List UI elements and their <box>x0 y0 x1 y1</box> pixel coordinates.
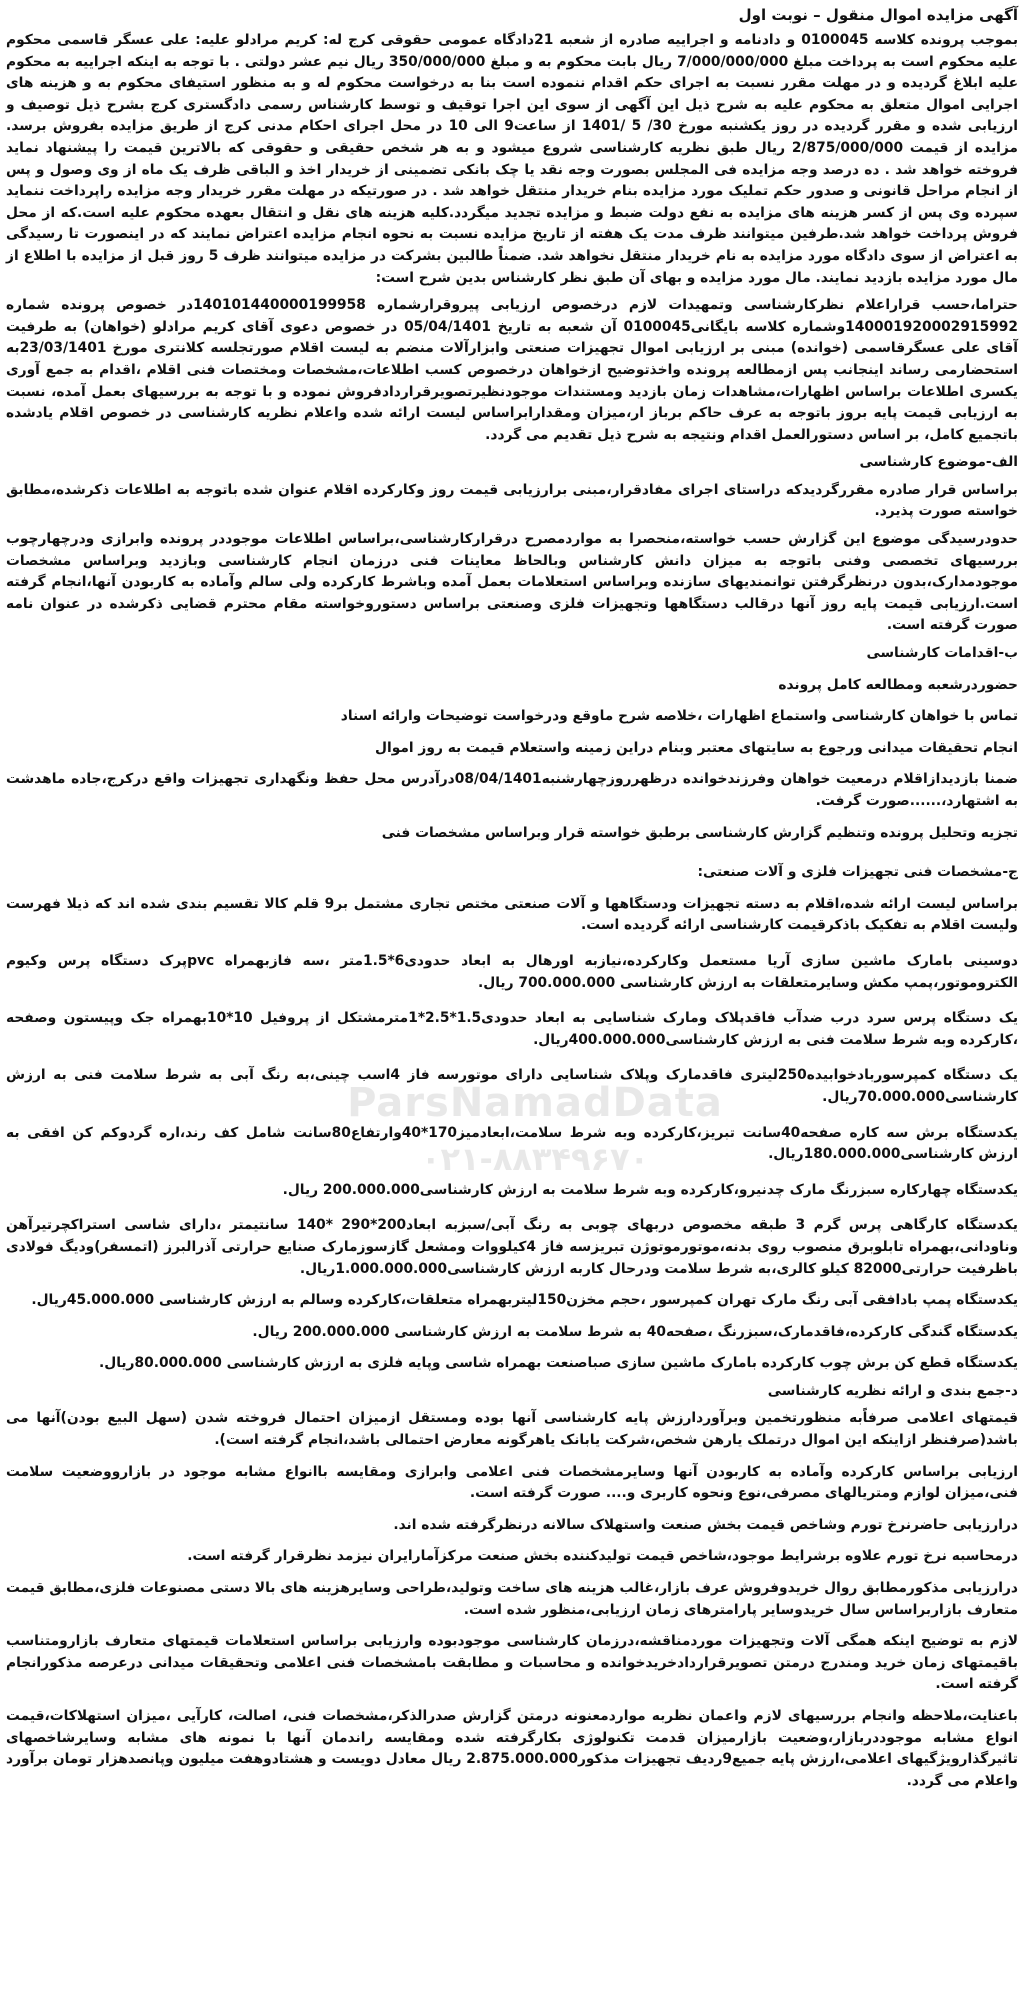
auction-notice <box>6 4 1018 1792</box>
notice-title: آگهی مزایده اموال منقول – نوبت اول <box>738 6 1018 24</box>
equipment-item: یکدستگاه قطع کن برش چوب کارکرده بامارک ماشین سازی صباصنعت بهمراه شاسی وپایه فلزی به ارزش کارشناسی 80.000.000ریال. <box>98 1355 1018 1372</box>
final-valuation-paragraph: باعنایت،ملاحظه وانجام بررسیهای لازم واعمان نظربه مواردمعنونه درمتن گزارش صدرالذکر،مشخصات فنی، اصالت، کارآیی ،میزان استهلاکات،قیمت انواع مشابه موجوددربازار،وضعیت بازارمیزان قدمت تکنولوژی بکارگرفته شده ومقایسه راندمان آنها با نمونه های مشابه وسایرشاخصهای تاثیرگذارویژگیهای اعلامی،ارزش پایه جمیع9ردیف تجهیزات مذکور2.875.000.000 ریال معادل دویست و هشتادوهفت میلیون وپانصدهزار تومان برآورد واعلام می گردد. <box>6 1708 1018 1789</box>
section-c-title: ج-مشخصات فنی تجهیزات فلزی و آلات صنعتی: <box>697 864 1018 881</box>
equipment-item: یکدستگاه گندگی کارکرده،فاقدمارک،سبزرنگ ،صفحه40 به شرط سلامت به ارزش کارشناسی 200.000.000 ریال. <box>252 1323 1018 1340</box>
equipment-item: یک دستگاه کمپرسوربادخوابیده250لیتری فاقدمارک وپلاک شناسایی دارای موتورسه فاز 4اسب چینی،به رنگ آبی به شرط سلامت فنی به ارزش کارشناسی70.000.000ریال. <box>6 1067 1018 1105</box>
equipment-item: یکدستگاه چهارکاره سبزرنگ مارک چدنیرو،کارکرده وبه شرط سلامت به ارزش کارشناسی200.000.000 ریال. <box>282 1181 1018 1198</box>
report-intro-paragraph: حتراما،حسب قراراعلام نظرکارشناسی وتمهیدات لازم درخصوص ارزیابی پیروقرارشماره 140101440000199958در خصوص پرونده شماره 140001920002915992وشماره کلاسه بایگانی0100045 آن شعبه به تاریخ 05/04/1401 در خصوص دعوی آقای کریم مرادلو (خواهان) به طرفیت آقای علی عسگرقاسمی (خوانده) مبنی بر ارزیابی اموال تجهیزات صنعتی وابزارآلات منضم به لیست اقلام صورتجلسه کلانتری مورخ 23/03/1401به استحضارمی رساند اینجانب پس ازمطالعه پرونده واخذتوضیح ازخواهان درخصوص کسب اطلاعات،مشخصات ومختصات فنی اقلام ،اقدام به جمع آوری یکسری اطلاعات براساس اظهارات،مشاهدات زمان بازدید ومستندات موجودنظیرتصویرقراردادفروش نموده و با توجه به بررسیهای بعمل آمده، نسبت به ارزیابی قیمت پایه بروز باتوجه به عرف حاکم برباز ار،میزان ومقدارابراساس لیست ارائه شده واعلام نظریه کارشناسی در خصوص اقلام یادشده باتجمیع کامل، بر اساس دستورالعمل اقدام ونتیجه به شرح ذیل تقدیم می گردد. <box>6 297 1018 443</box>
conclusion-paragraph: قیمتهای اعلامی صرفاًبه منظورتخمین وبرآوردارزش پایه کارشناسی آنها بوده ومستقل ازمیزان احتمال فروخته شدن (سهل البیع بودن)آنها می باشد(صرفنظر ازاینکه این اموال درتملک یارهن شخص،شرکت یابانک یاهرگونه معارض احتمالی باشد،انجام گرفته است). <box>6 1410 1018 1449</box>
section-c-intro: براساس لیست ارائه شده،اقلام به دسته تجهیزات ودستگاهها و آلات صنعتی مختص تجاری مشتمل بر9 قلم کالا تقسیم بندی شده اند که ذیلا فهرست ولیست اقلام به تفکیک باذکرقیمت کارشناسی ارائه گردیده است. <box>6 895 1019 934</box>
action-item: تجزیه وتحلیل پرونده وتنظیم گزارش کارشناسی برطبق خواسته قرار وبراساس مشخصات فنی <box>381 824 1018 841</box>
watermark-logo: ParsNamadData <box>347 1080 723 1126</box>
intro-paragraph: بموجب پرونده کلاسه 0100045 و دادنامه و اجراییه صادره از شعبه 21دادگاه عمومی حقوقی کرج له: کریم مرادلو علیه: علی عسگر قاسمی محکوم علیه محکوم است به پرداخت مبلغ 7/000/000/000 ریال بابت محکوم به و مبلغ 350/000/000 ریال نیم عشر دولتی . با توجه به اینکه اجراییه به محکوم علیه ابلاغ گردیده و در مهلت مقرر نسبت به اجرای حکم اقدام ننموده است بنا به درخواست محکوم له و به منظور استیفای محکوم به و هزینه های اجرایی اموال متعلق به محکوم علیه به شرح ذیل این آگهی از سوی این اجرا توقیف و توسط کارشناس رسمی دادگستری کرج بشرح ذیل توصیف و ارزیابی شده و مقرر گردیده در روز یکشنبه مورخ 30/ 5 /1401 از ساعت9 الی 10 در محل اجرای احکام مدنی کرج از طریق مزایده بفروش برسد. مزایده از قیمت 2/875/000/000 ریال طبق نظریه کارشناسی شروع میشود و به هر شخص حقیقی و حقوقی که بالاترین قیمت را پیشنهاد نماید فروخته خواهد شد . ده درصد وجه مزایده فی المجلس بصورت وجه نقد یا چک بانکی تضمینی از خریدار اخذ و الباقی ظرف یک ماه از وی وصول و پس از انجام مراحل قانونی و صدور حکم تملیک مورد مزایده بنام خریدار منتقل خواهد شد . در صورتیکه در مهلت مقرر خریدار وجه مزایده راپرداخت ننماید سپرده وی پس از کسر هزینه های مزایده به نفع دولت ضبط و مزایده تجدید میگردد.کلیه هزینه های نقل و انتقال بعهده محکوم علیه است.که از محل فروش پرداخت خواهد شد.طرفین میتوانند ظرف مدت یک هفته از تاریخ مزایده نسبت به نحوه انجام مزایده اعتراض نمایند که در اینصورت تا رسیدگی به اعتراض از سوی دادگاه مورد مزایده به نام خریدار منتقل نخواهد شد. ضمناً طالبین بشرکت در مزایده میتوانند ظرف 5 روز قبل از مزایده با اطلاع از مال مورد مزایده بازدید نمایند. مال مورد مزایده و بهای آن طبق نظر کارشناس بدین شرح است: <box>6 32 1019 286</box>
action-item: حضوردرشعبه ومطالعه کامل پرونده <box>778 676 1018 693</box>
equipment-item: یک دستگاه پرس سرد درب ضدآب فاقدپلاک ومارک شناسایی به ابعاد حدودی1.5*2.5*1مترمشتکل از پروفیل 10*10بهمراه جک وپیستون وصفحه ،کارکرده وبه شرط سلامت فنی به ارزش کارشناسی400.000.000ریال. <box>6 1010 1019 1048</box>
section-a-body: براساس قرار صادره مقررگردیدکه دراستای اجرای مفادقرار،مبنی برارزیابی قیمت روز وکارکرده اقلام عنوان شده باتوجه به اطلاعات ذکرشده،مطابق خواسته صورت پذیرد. <box>6 481 1018 520</box>
equipment-item: دوسینی بامارک ماشین سازی آریا مستعمل وکارکرده،نیازبه اورهال به ابعاد حدودی6*1.5متر ،سه فازبهمراه pvcپرک دستگاه پرس وکیوم الکتروموتور،پمپ مکش وسایرمتعلقات به ارزش کارشناسی 700.000.000 ریال. <box>6 952 1018 991</box>
equipment-item: یکدستگاه برش سه کاره صفحه40سانت تبریز،کارکرده وبه شرط سلامت،ابعادمیز170*40وارتفاع80سانت شامل کف رند،اره گردوکم کن افقی به ارزش کارشناسی180.000.000ریال. <box>6 1124 1018 1163</box>
conclusion-paragraph: لازم به توضیح اینکه همگی آلات وتجهیزات موردمناقشه،درزمان کارشناسی موجودبوده وارزیابی براساس استعلامات قیمتهای متعارف بازارومتناسب باقیمتهای زمان خرید ومندرج درمتن تصویرقراردادخریدخوانده و محاسبات و مطابقت بامشخصات فنی اعلامی وتحقیقات میدانی درعرصه مذکورانجام گرفته است. <box>6 1633 1018 1693</box>
action-item: تماس با خواهان کارشناسی واستماع اظهارات ،خلاصه شرح ماوقع ودرخواست توضیحات وارائه اسناد <box>340 708 1018 725</box>
watermark-phone: ۰۲۱-۸۸۳۴۹۶۷۰ <box>420 1140 650 1178</box>
action-item: ضمنا بازدیدازاقلام درمعیت خواهان وفرزندخوانده درظهرروزچهارشنبه08/04/1401درآدرس محل حفظ ونگهداری تجهیزات واقع درکرج،جاده ماهدشت به اشتهارد،......صورت گرفت. <box>6 771 1018 809</box>
equipment-item: یکدستگاه کارگاهی پرس گرم 3 طبقه مخصوص دربهای چوبی به رنگ آبی/سبزبه ابعاد200*290 *140 سانتیمتر ،دارای شاسی استراکچرتیرآهن وناودانی،بهمراه تابلوبرق منصوب روی بدنه،موتورموتوژن تبریزسه فاز 4کیلووات ومشعل گازسوزمارک صنایع حرارتی آذرالبرز (اتمسفر)ودیگ فولادی باظرفیت حرارتی82000 کیلو کالری،به شرط سلامت ودرحال کاربه ارزش کارشناسی1.000.000.000ریال. <box>6 1217 1018 1277</box>
equipment-item: یکدستگاه پمپ بادافقی آبی رنگ مارک تهران کمپرسور ،حجم مخزن150لیتربهمراه متعلقات،کارکرده وسالم به ارزش کارشناسی 45.000.000ریال. <box>31 1292 1018 1309</box>
action-item: انجام تحقیقات میدانی ورجوع به سایتهای معتبر وبنام دراین زمینه واستعلام قیمت به روز اموال <box>375 739 1018 756</box>
conclusion-paragraph: درارزیابی حاضرنرخ تورم وشاخص قیمت بخش صنعت واستهلاک سالانه درنظرگرفته شده اند. <box>393 1516 1018 1533</box>
section-a-title: الف-موضوع کارشناسی <box>859 454 1018 471</box>
section-b-title: ب-اقدامات کارشناسی <box>866 645 1018 662</box>
scope-paragraph: حدودرسیدگی موضوع این گزارش حسب خواسته،منحصرا به مواردمصرح درقرارکارشناسی،براساس اطلاعات موجوددر پرونده وابرازی ودرچهارچوب بررسیهای تخصصی وفنی باتوجه به میزان دانش کارشناس وبالحاظ معاینات فنی درزمان انجام کارشناسی وبازدید وبراساس مشخصات موجودمدارک،بدون درنظرگرفتن توانمندیهای سازنده وبراساس استعلامات بعمل آمده وباشرط کارکرده ولی سالم وآماده به کاربودن آنها،انجام گرفته است.ارزیابی قیمت پایه روز آنها درقالب دستگاهها وتجهیزات فلزی وصنعتی براساس دستوروخواسته مقام محترم قضایی ذکرشده در عنوان نامه صورت گرفته است. <box>6 531 1018 634</box>
conclusion-paragraph: درارزیابی مذکورمطابق روال خریدوفروش عرف بازار،غالب هزینه های ساخت وتولید،طراحی وسایرهزینه های بالا دستی مصنوعات فلزی،مطابق قیمت متعارف بازاربراساس سال خریدوسایر پارامترهای زمان ارزیابی،منظور شده است. <box>6 1580 1018 1618</box>
conclusion-paragraph: درمحاسبه نرخ تورم علاوه برشرایط موجود،شاخص قیمت تولیدکننده بخش صنعت مرکزآمارایران نیزمد نظرقرار گرفته است. <box>187 1548 1018 1565</box>
section-d-title: د-جمع بندی و ارائه نظریه کارشناسی <box>767 1382 1018 1399</box>
conclusion-paragraph: ارزیابی براساس کارکرده وآماده به کاربودن آنها وسایرمشخصات فنی اعلامی وابرازی ومقایسه باانواع مشابه موجود در بازارووضعیت سلامت فنی،میزان لوازم ومتریالهای مصرفی،نوع ونحوه کاربری و.... صورت گرفته است. <box>6 1463 1018 1502</box>
